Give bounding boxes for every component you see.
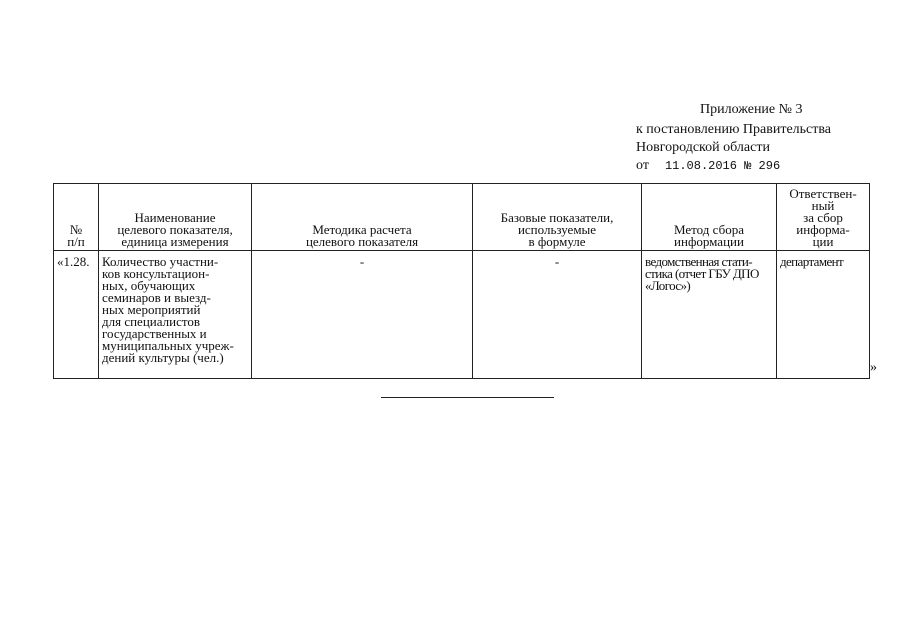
table-header-row xyxy=(54,184,870,251)
from-label: от xyxy=(636,158,649,173)
appendix-title: Приложение № 3 xyxy=(700,102,803,117)
closing-quote: » xyxy=(870,360,877,375)
document-header xyxy=(0,0,905,180)
table-row xyxy=(54,251,870,379)
column-header-indicator-name: Наименование целевого показателя, единица измерения xyxy=(99,184,252,251)
column-header-calculation-method: Методика расчета целевого показателя xyxy=(252,184,473,251)
resolution-reference: к постановлению Правительства xyxy=(636,122,832,137)
row-number-cell: «1.28. xyxy=(54,251,99,379)
region-name: Новгородской области xyxy=(636,140,770,155)
column-header-responsible: Ответствен- ный за сбор информа- ции xyxy=(777,184,870,251)
resolution-date-line xyxy=(636,158,780,174)
row-base-indicators-cell: - xyxy=(473,251,642,379)
column-header-base-indicators: Базовые показатели, используемые в формуле xyxy=(473,184,642,251)
row-calculation-method-cell: - xyxy=(252,251,473,379)
row-indicator-name-cell: Количество участни- ков консультацион- ных, обучающих семинаров и выезд- ных мероприятий для специалистов государственных и муниципальных учреж- дений культуры (чел.) xyxy=(99,251,252,379)
separator-line xyxy=(381,397,554,398)
column-header-number: № п/п xyxy=(54,184,99,251)
column-header-collection-method: Метод сбора информации xyxy=(642,184,777,251)
row-responsible-cell: департамент xyxy=(777,251,870,379)
resolution-date-number: 11.08.2016 № 296 xyxy=(664,159,781,173)
indicator-table xyxy=(53,183,870,379)
row-collection-method-cell: ведомственная стати- стика (отчет ГБУ ДПО «Логос») xyxy=(642,251,777,379)
